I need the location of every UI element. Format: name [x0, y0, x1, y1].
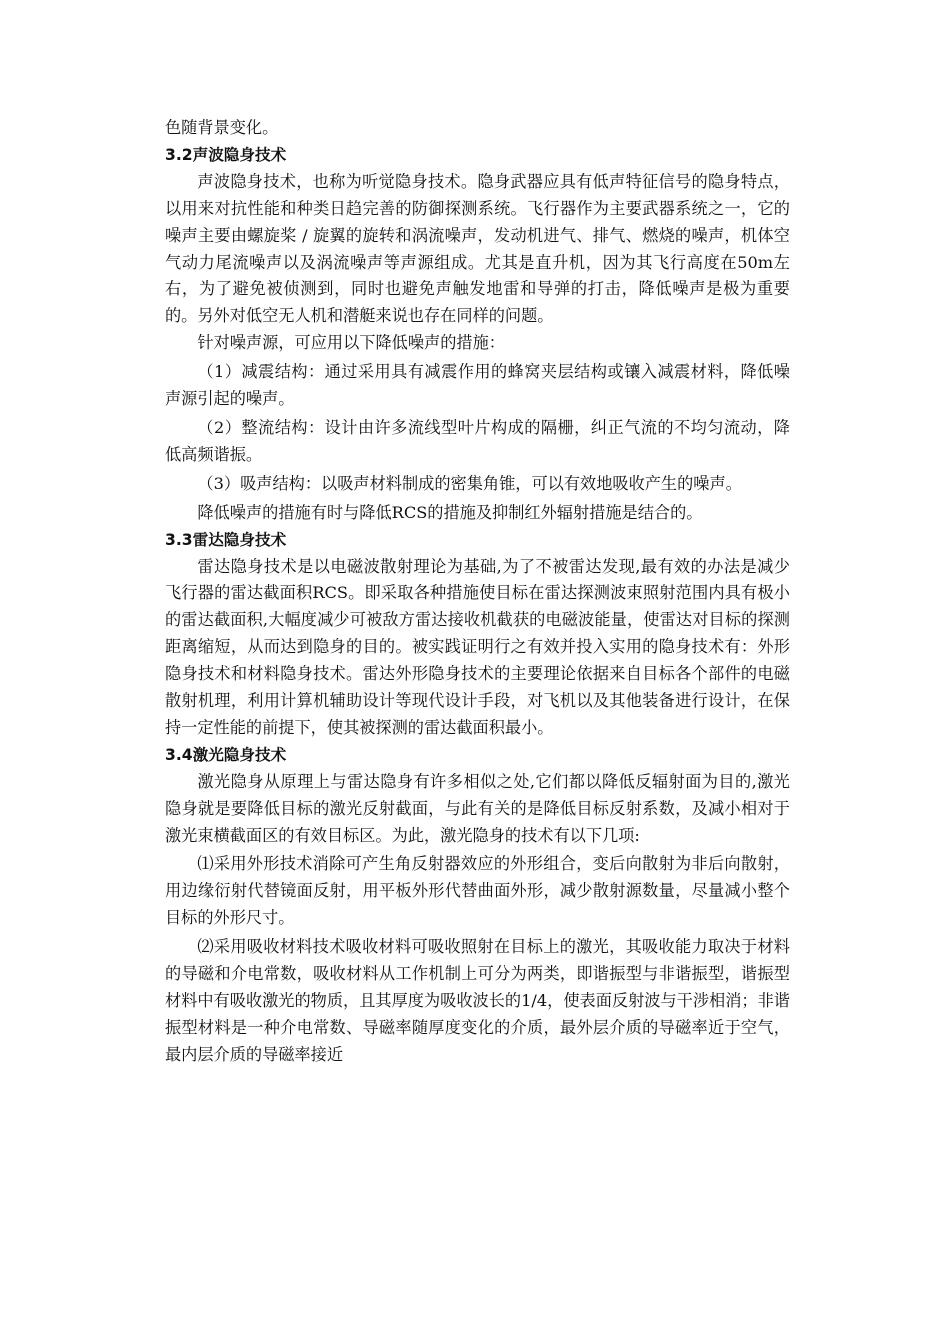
list-item-shape-technique: ⑴采用外形技术消除可产生角反射器效应的外形组合，变后向散射为非后向散射，用边缘衍射代替镜面反射，用平板外形代替曲面外形，减少散射源数量，尽量减小整个目标的外形尺寸。 — [165, 854, 790, 928]
paragraph-acoustic-stealth: 声波隐身技术，也称为听觉隐身技术。隐身武器应具有低声特征信号的隐身特点，以用来对抗性能和种类日趋完善的防御探测系统。飞行器作为主要武器系统之一，它的噪声主要由螺旋桨 / 旋翼的旋转和涡流噪声，发动机进气、排气、燃烧的噪声，机体空气动力尾流噪声以及涡流噪声等声源组成。尤其是直升机，因为其飞行高度在50m左右，为了避免被侦测到，同时也避免声触发地雷和导弹的打击，降低噪声是极为重要的。另外对低空无人机和潜艇来说也存在同样的问题。 — [165, 171, 790, 326]
paragraph-noise-measures-intro: 针对噪声源，可应用以下降低噪声的措施： — [197, 333, 505, 353]
list-item-damping-structure: （1）减震结构：通过采用具有减震作用的蜂窝夹层结构或镶入减震材料，降低噪声源引起的噪声。 — [165, 362, 790, 409]
paragraph-laser-stealth: 激光隐身从原理上与雷达隐身有许多相似之处,它们都以降低反辐射面为目的,激光隐身就是要降低目标的激光反射截面，与此有关的是降低目标反射系数，及减小相对于激光束横截面区的有效目标区。为此，激光隐身的技术有以下几项: — [165, 771, 790, 845]
document-page — [165, 115, 790, 1069]
section-heading-3-2: 3.2声波隐身技术 — [165, 145, 287, 164]
intro-continuation: 色随背景变化。 — [165, 118, 279, 137]
list-item-absorbing-material: ⑵采用吸收材料技术吸收材料可吸收照射在目标上的激光，其吸收能力取决于材料的导磁和介电常数，吸收材料从工作机制上可分为两类，即谐振型与非谐振型，谐振型材料中有吸收激光的物质，且其厚度为吸收波长的1/4，使表面反射波与干涉相消；非谐振型材料是一种介电常数、导磁率随厚度变化的介质，最外层介质的导磁率近于空气，最内层介质的导磁率接近 — [165, 937, 790, 1064]
list-item-sound-absorbing-structure: （3）吸声结构：以吸声材料制成的密集角锥，可以有效地吸收产生的噪声。 — [197, 473, 742, 493]
paragraph-radar-stealth: 雷达隐身技术是以电磁波散射理论为基础,为了不被雷达发现,最有效的办法是减少飞行器的雷达截面积RCS。即采取各种措施使目标在雷达探测波束照射范围内具有极小的雷达截面积,大幅度减少可被敌方雷达接收机截获的电磁波能量，使雷达对目标的探测距离缩短，从而达到隐身的目的。被实践证明行之有效并投入实用的隐身技术有：外形隐身技术和材料隐身技术。雷达外形隐身技术的主要理论依据来自目标各个部件的电磁散射机理，利用计算机辅助设计等现代设计手段，对飞机以及其他装备进行设计，在保持一定性能的前提下，使其被探测的雷达截面积最小。 — [165, 556, 790, 737]
section-heading-3-4: 3.4激光隐身技术 — [165, 745, 287, 764]
list-item-rectifier-structure: （2）整流结构：设计由许多流线型叶片构成的隔栅，纠正气流的不均匀流动，降低高频谐振。 — [165, 417, 790, 464]
section-heading-3-3: 3.3雷达隐身技术 — [165, 530, 287, 549]
paragraph-noise-rcs-combined: 降低噪声的措施有时与降低RCS的措施及抑制红外辐射措施是结合的。 — [197, 502, 703, 522]
